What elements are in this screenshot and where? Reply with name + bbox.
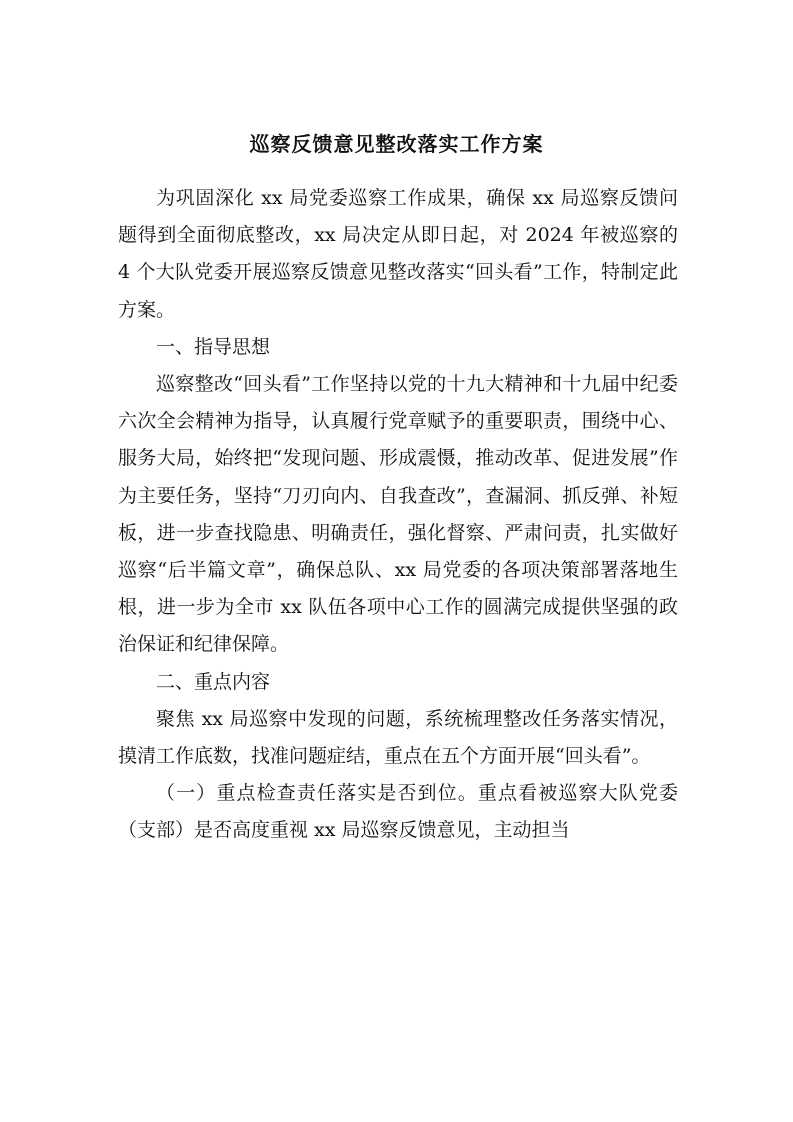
section-heading-guiding-ideology: 一、指导思想 bbox=[156, 335, 271, 358]
subsection-responsibility-paragraph: （一）重点检查责任落实是否到位。重点看被巡察大队党委（支部）是否高度重视 xx 局巡察反馈意见，主动担当 bbox=[118, 782, 678, 842]
section-heading-key-content: 二、重点内容 bbox=[156, 670, 271, 693]
document-body bbox=[118, 180, 678, 850]
document-title: 巡察反馈意见整改落实工作方案 bbox=[249, 132, 544, 156]
guiding-ideology-paragraph: 巡察整改“回头看”工作坚持以党的十九大精神和十九届中纪委六次全会精神为指导，认真履行党章赋予的重要职责，围绕中心、服务大局，始终把“发现问题、形成震慑，推动改革、促进发展”作为主要任务，坚持“刀刃向内、自我查改”，查漏洞、抓反弹、补短板，进一步查找隐患、明确责任，强化督察、严肃问责，扎实做好巡察“后半篇文章”，确保总队、xx 局党委的各项决策部署落地生根，进一步为全市 xx 队伍各项中心工作的圆满完成提供坚强的政治保证和纪律保障。 bbox=[118, 373, 678, 656]
intro-paragraph: 为巩固深化 xx 局党委巡察工作成果，确保 xx 局巡察反馈问题得到全面彻底整改，xx 局决定从即日起，对 2024 年被巡察的 4 个大队党委开展巡察反馈意见整改落实“回头看”工作，特制定此方案。 bbox=[118, 187, 678, 321]
key-content-paragraph: 聚焦 xx 局巡察中发现的问题，系统梳理整改任务落实情况，摸清工作底数，找准问题症结，重点在五个方面开展“回头看”。 bbox=[118, 707, 678, 768]
